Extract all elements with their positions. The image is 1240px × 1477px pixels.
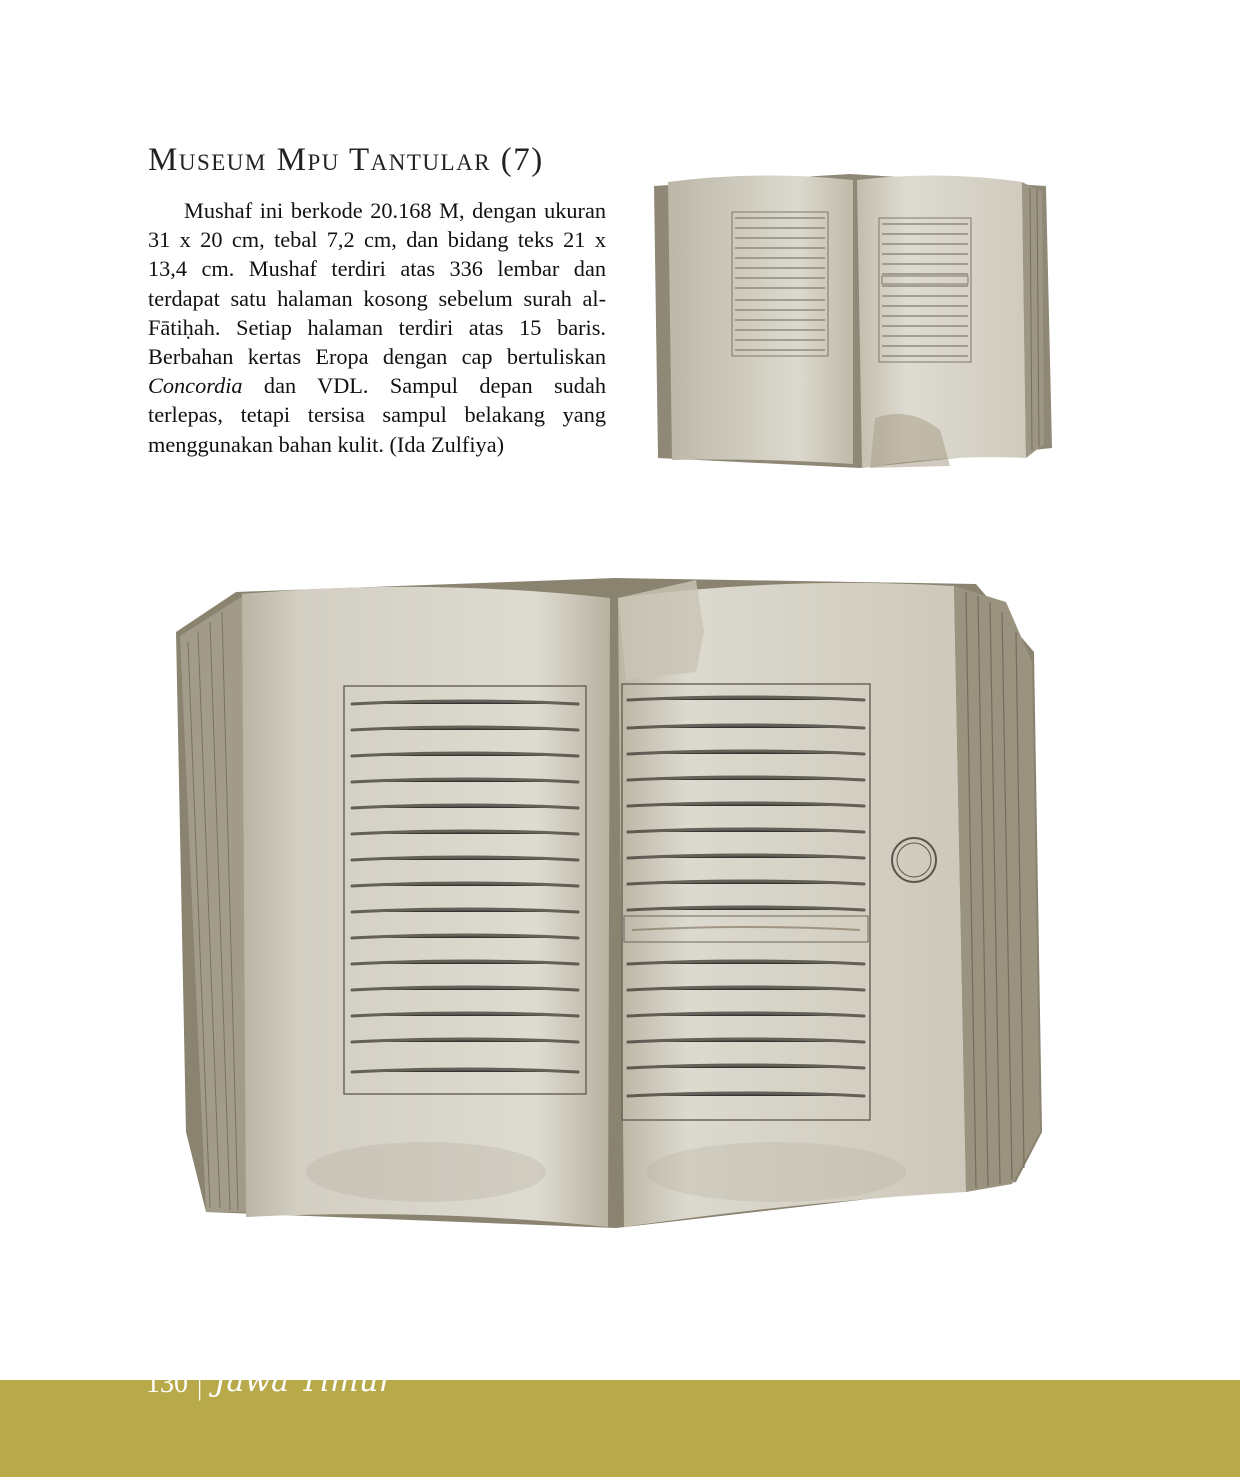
region-name: Jawa Timur [214, 1364, 394, 1399]
description-paragraph [148, 196, 606, 459]
footer-separator: | [197, 1372, 203, 1401]
watermark-name: Concordia [148, 373, 243, 399]
description-text-1: Mushaf ini berkode 20.168 M, dengan ukuran 31 x 20 cm, tebal 7,2 cm, dan bidang teks 21 x 13,4 cm. Mushaf terdiri atas 336 lembar dan terdapat satu halaman kosong sebelum surah al-Fātiḥah. Setiap halaman terdiri atas 15 baris. Berbahan kertas Eropa dengan cap bertuliskan [148, 198, 606, 370]
manuscript-photo-large [176, 572, 1044, 1232]
description-text-2: dan VDL. Sampul depan sudah terlepas, tetapi tersisa sampul belakang yang menggunakan bahan kulit. (Ida Zulfiya) [148, 373, 606, 457]
page-number: 130 [146, 1368, 188, 1399]
page-title: Museum Mpu Tantular (7) [148, 142, 544, 178]
manuscript-photo-small [650, 168, 1055, 473]
